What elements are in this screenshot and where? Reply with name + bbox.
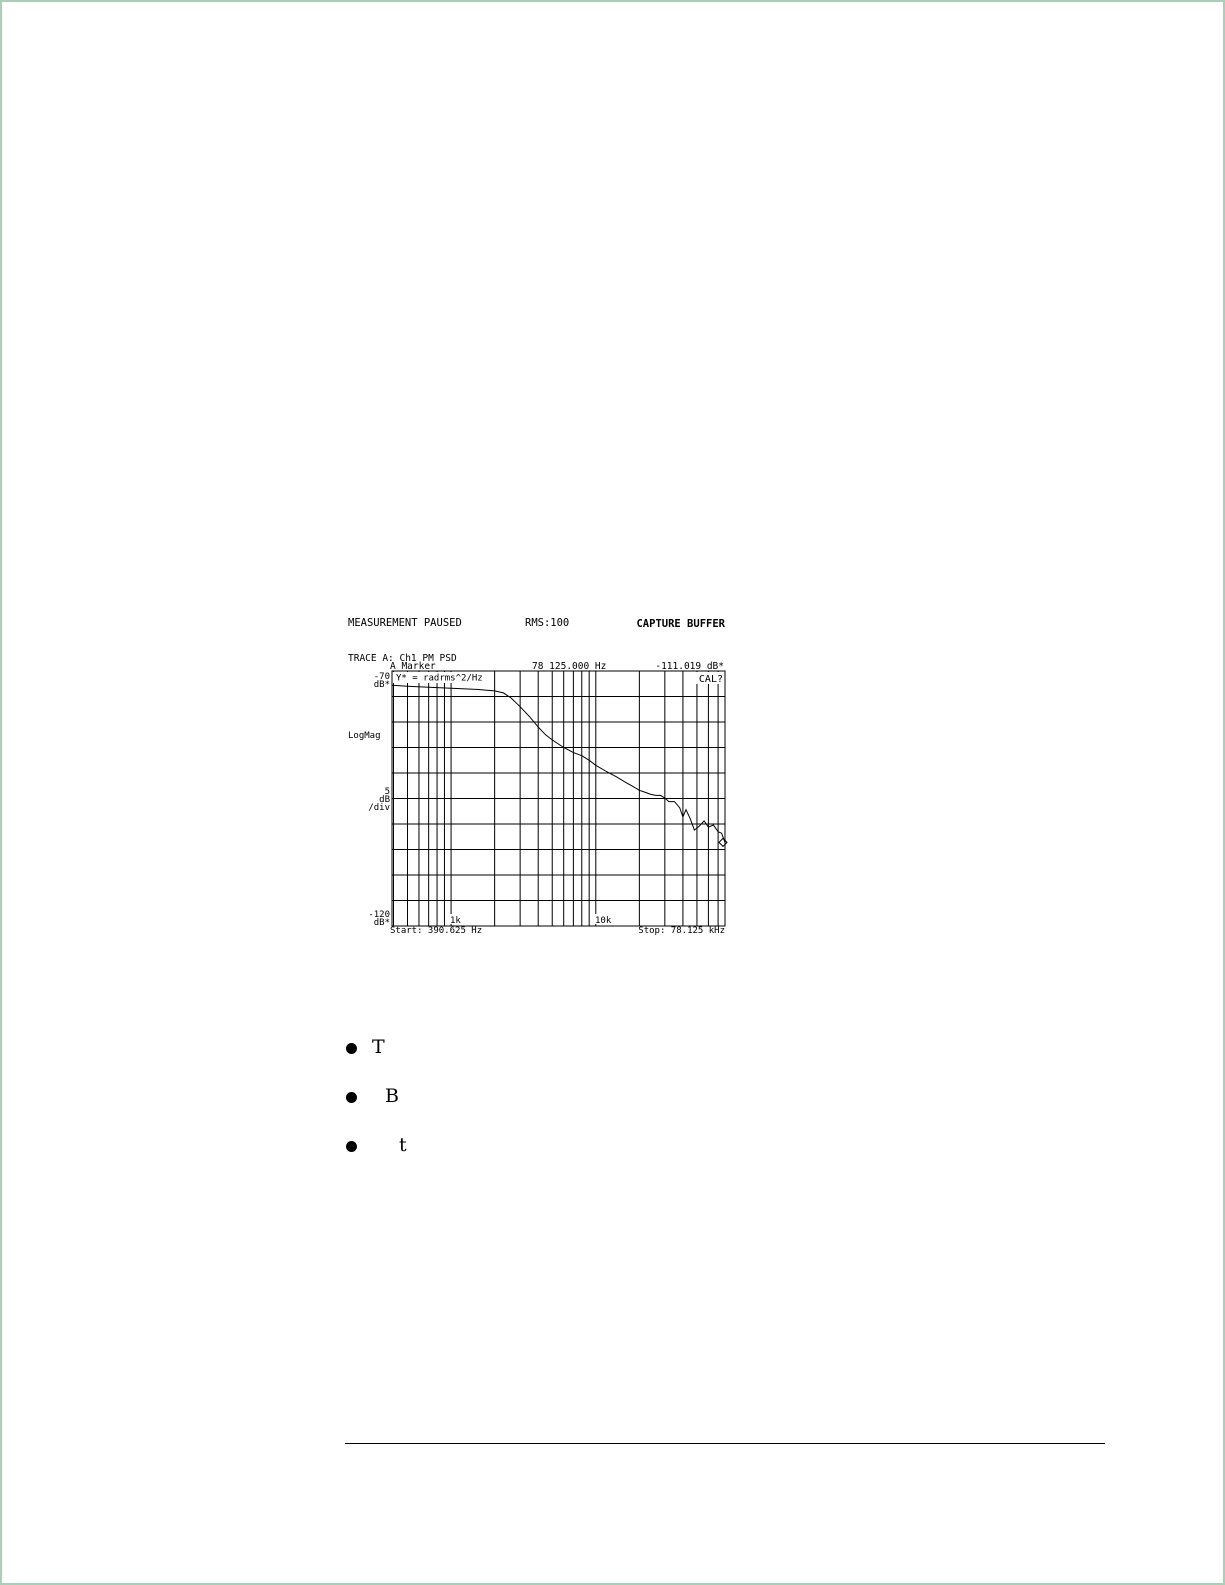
trace-label: TRACE A: Ch1 PM PSD	[348, 653, 457, 664]
start-label: Start: 390.625 Hz	[390, 926, 483, 936]
marker-label: A Marker	[390, 661, 436, 672]
scale-unit: dB	[379, 795, 390, 805]
unit-label: Y* = radrms^2/Hz	[396, 673, 483, 684]
status-center: RMS:100	[525, 617, 570, 629]
trace-line	[392, 685, 725, 842]
bullet-dot-icon	[346, 1092, 357, 1103]
bullet-dot-icon	[346, 1043, 357, 1054]
marker-diamond-icon	[719, 838, 727, 846]
bullet-text-1: T	[372, 1036, 385, 1058]
cal-flag: CAL?	[698, 674, 723, 685]
y-bottom-unit: dB*	[373, 918, 390, 928]
x-tick-10k: 10k	[595, 916, 612, 926]
marker-frequency: 78 125.000 Hz	[532, 661, 607, 672]
marker-symbol	[719, 838, 727, 846]
status-left: MEASUREMENT PAUSED	[348, 617, 462, 629]
status-right: CAPTURE BUFFER	[636, 618, 725, 630]
scale-value: 5	[384, 787, 390, 797]
grid-lines	[392, 671, 725, 926]
y-top-label: -70	[373, 672, 390, 682]
x-tick-1k: 1k	[450, 916, 461, 926]
bullet-dot-icon	[346, 1141, 357, 1152]
footer-rule	[345, 1443, 1105, 1444]
bullet-text-2: B	[385, 1085, 399, 1107]
psd-chart	[340, 605, 740, 945]
y-top-unit: dB*	[373, 680, 390, 690]
y-bottom-label: -120	[368, 910, 390, 920]
marker-value: -111.019 dB*	[655, 661, 724, 672]
stop-label: Stop: 78.125 kHz	[638, 926, 725, 936]
y-axis-label: LogMag	[348, 731, 381, 741]
bullet-text-3: t	[399, 1134, 407, 1156]
scale-div: /div	[368, 803, 390, 813]
